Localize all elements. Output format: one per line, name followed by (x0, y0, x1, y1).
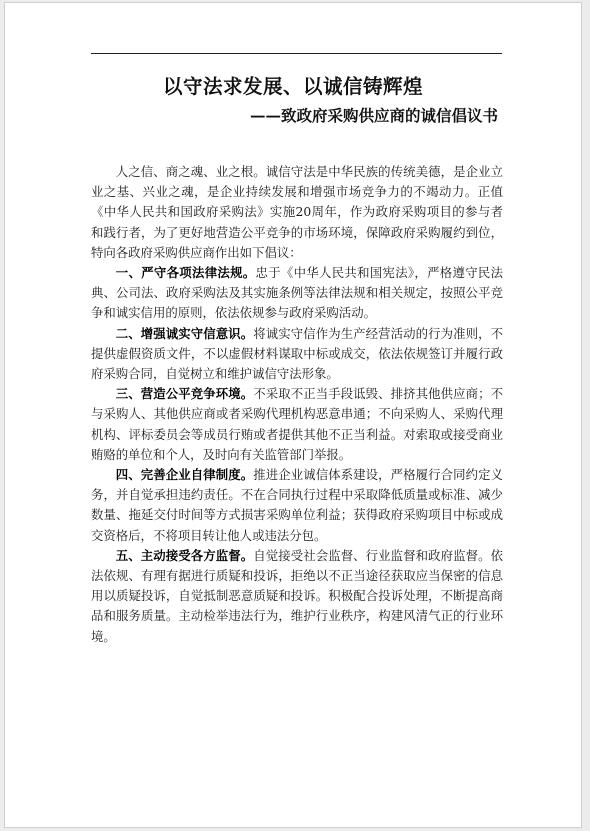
section-heading-5: 五、主动接受各方监督。 (115, 547, 254, 563)
section-heading-2: 二、增强诚实守信意识。 (115, 325, 254, 341)
header-rule (91, 53, 502, 54)
document-page (4, 2, 582, 828)
document-body (91, 162, 503, 647)
section-heading-4: 四、完善企业自律制度。 (115, 467, 254, 483)
section-text-4: 推进企业诚信体系建设，严格履行合同约定义务，并自觉承担违约责任。不在合同执行过程中采取降低质量或标准、减少数量、拖延交付时间等方式损害采购单位利益；获得政府采购项目中标或成交资格后，不将项目转让他人或违法分包。 (91, 467, 504, 543)
document-title: 以守法求发展、以诚信铸辉煌 (162, 75, 423, 98)
section-heading-1: 一、严守各项法律法规。 (115, 265, 256, 281)
section-text-5: 自觉接受社会监督、行业监督和政府监督。依法依规、有理有据进行质疑和投诉，拒绝以不正当途径获取应当保密的信息用以质疑投诉，自觉抵制恶意质疑和投诉。积极配合投诉处理，不断提高商品和服务质量。主动检举违法行为，维护行业秩序，构建风清气正的行业环境。 (91, 547, 504, 644)
section-paragraph-1 (91, 263, 503, 324)
section-paragraph-3 (91, 384, 503, 465)
section-text-1: 忠于《中华人民共和国宪法》，严格遵守民法典、公司法、政府采购法及其实施条例等法律法规和相关规定，按照公平竞争和诚实信用的原则，依法依规参与政府采购活动。 (91, 265, 503, 321)
section-paragraph-2 (91, 324, 503, 385)
section-paragraph-4 (91, 465, 503, 546)
intro-paragraph: 人之信、商之魂、业之根。诚信守法是中华民族的传统美德，是企业立业之基、兴业之魂，是企业持续发展和增强市场竞争力的不竭动力。正值《中华人民共和国政府采购法》实施20周年，作为政府采购项目的参与者和践行者，为了更好地营造公平竞争的市场环境，保障政府采购履约到位，特向各政府采购供应商作出如下倡议： (91, 164, 503, 260)
section-text-3: 不采取不正当手段诋毁、排挤其他供应商；不与采购人、其他供应商或者采购代理机构恶意串通；不向采购人、采购代理机构、评标委员会等成员行贿或者提供其他不正当利益。对索取或接受商业贿赂的单位和个人，及时向有关监管部门举报。 (91, 386, 504, 462)
section-text-2: 将诚实守信作为生产经营活动的行为准则，不提供虚假资质文件，不以虚假材料谋取中标或成交，依法依规签订并履行政府采购合同，自觉树立和维护诚信守法形象。 (91, 325, 504, 382)
section-heading-3: 三、营造公平竞争环境。 (115, 386, 254, 402)
document-subtitle: ——致政府采购供应商的诚信倡议书 (249, 106, 498, 125)
section-paragraph-5 (91, 546, 503, 647)
